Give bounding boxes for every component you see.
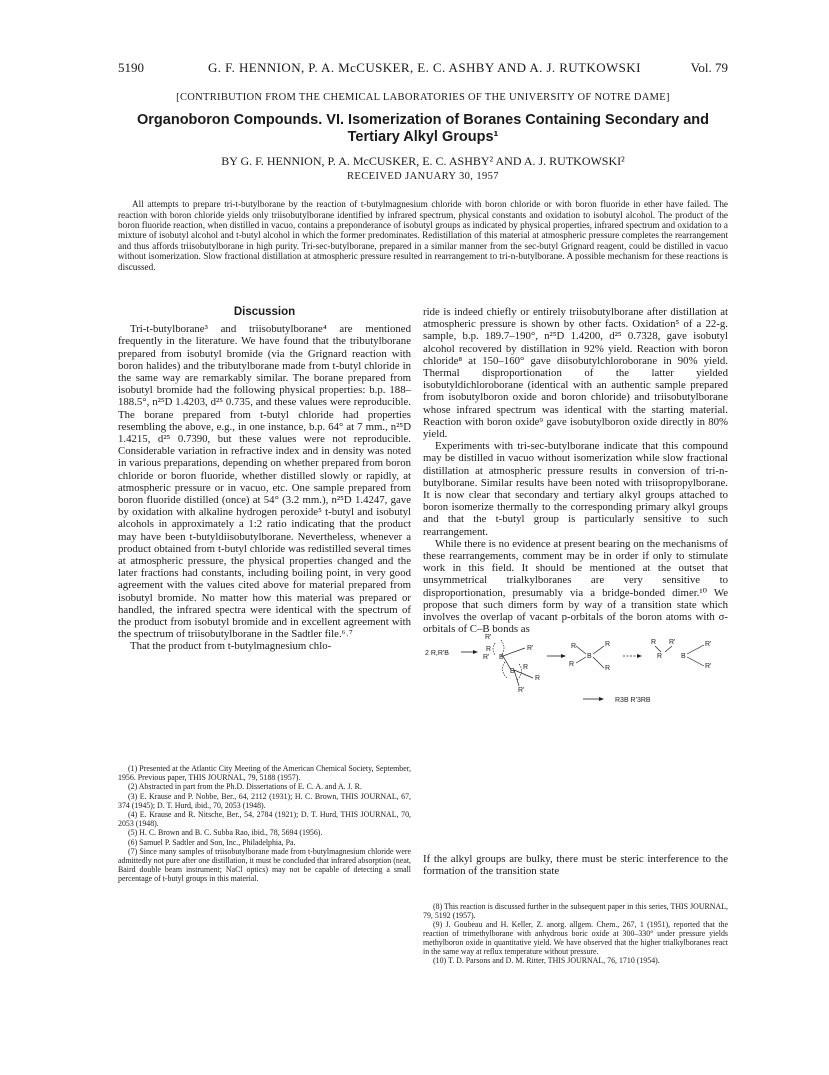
right-paragraph-4: If the alkyl groups are bulky, there must be steric interference to the formation of the transition state xyxy=(423,852,728,877)
right-paragraph-1: ride is indeed chiefly or entirely triisobutylborane after distillation at atmospheric pressure is shown by other facts. Oxidation⁵ of a 22-g. sample, b.p. 189.7–190°, n²⁵D 1.4200, d²⁵ 0.7328, gave isobutyl alcohol recovered by distillation in 92% yield. Reaction with boron chloride⁸ at 150–160° gave diisobutylchloroborane in 90% yield. Thermal disproportionation of the latter yielded isobutyldichloroborane (identical with an authentic sample prepared from isobutylboron oxide and boron chloride) and triisobutylborane whose infrared spectrum was identical with the starting material. Reaction with boron oxide⁹ gave isobutylboron oxide directly in 80% yield. xyxy=(423,306,728,441)
arrowhead-icon xyxy=(599,697,604,701)
ts-label: B xyxy=(499,654,504,661)
product-label: R' xyxy=(669,639,676,646)
ts-label: B xyxy=(510,668,515,675)
footnote: (7) Since many samples of triisobutylborane made from t-butylmagnesium chloride were admittedly not pure after one distillation, it must be concluded that infrared absorption (neat, Baird double beam instrument; NaCl optics) may not be capable of detecting a small percentage of t-butyl groups in this material. xyxy=(118,847,411,883)
title-line-2: Tertiary Alkyl Groups¹ xyxy=(347,129,499,145)
ts-label: R xyxy=(486,646,492,653)
dimer-label: B xyxy=(587,653,592,660)
received-date: RECEIVED JANUARY 30, 1957 xyxy=(347,171,499,182)
right-column xyxy=(423,306,728,635)
dimer-label: R xyxy=(571,643,577,650)
footnote: (4) E. Krause and R. Nitsche, Ber., 54, 2784 (1921); D. T. Hurd, THIS JOURNAL, 70, 2053 (1948). xyxy=(118,810,411,828)
product-label: R xyxy=(651,639,657,646)
scheme-products: R3B R'3RB xyxy=(615,697,651,704)
dimer-label: R xyxy=(605,665,611,672)
ts-label: R' xyxy=(483,654,490,661)
abstract: All attempts to prepare tri-t-butylborane by the reaction of t-butylmagnesium chloride with boron chloride or with boron fluoride in ether have failed. The reaction with boron chloride yields only triisobutylborane identified by infrared spectrum, physical constants and oxidation to isobutyl alcohol. The product of the boron fluoride reaction, when distilled in vacuo, contains a preponderance of isobutyl groups as indicated by physical properties, infrared spectrum and oxidation to a mixture of isobutyl alcohol and t-butyl alcohol in which the former predominates. Redistillation of this material at atmospheric pressure completes the rearrangement and thus affords triisobutylborane in high purity. Tri-sec-butylborane, prepared in a similar manner from the sec-butyl Grignard reagent, could be distilled in vacuo without isomerization. Slow fractional distillation at atmospheric pressure resulted in rearrangement to tri-n-butylborane. A possible mechanism for these reactions is discussed. xyxy=(118,199,728,272)
right-paragraph-2: Experiments with tri-sec-butylborane indicate that this compound may be distilled in vacuo without isomerization while slow fractional distillation at atmospheric pressure results in conversion of tri-n-butylborane. Similar results have been noted with triisopropylborane. It is now clear that secondary and tertiary alkyl groups attached to boron isomerize thermally to the corresponding primary alkyl groups and that the t-butyl group is particularly sensitive to such rearrangement. xyxy=(423,440,728,538)
mechanism-scheme xyxy=(423,596,728,842)
footnotes-left xyxy=(118,765,411,884)
byline: BY G. F. HENNION, P. A. McCUSKER, E. C. ASHBY² AND A. J. RUTKOWSKI² xyxy=(221,154,625,168)
dimer-label: R xyxy=(605,641,611,648)
ts-label: R xyxy=(535,675,541,682)
product-label: R' xyxy=(705,641,712,648)
footnote: (6) Samuel P. Sadtler and Son, Inc., Philadelphia, Pa. xyxy=(128,837,296,847)
title-line-1: Organoboron Compounds. VI. Isomerization of Boranes Containing Secondary and xyxy=(137,112,709,128)
contribution-line: [CONTRIBUTION FROM THE CHEMICAL LABORATORIES OF THE UNIVERSITY OF NOTRE DAME] xyxy=(176,92,670,103)
product-label: R' xyxy=(705,663,712,670)
ts-label: R' xyxy=(485,634,492,641)
footnote: (3) E. Krause and P. Nobbe, Ber., 64, 2112 (1931); H. C. Brown, THIS JOURNAL, 67, 374 (1945); D. T. Hurd, ibid., 70, 2053 (1948). xyxy=(118,791,411,810)
section-title: Discussion xyxy=(233,306,296,318)
right-paragraph-3: While there is no evidence at present bearing on the mechanisms of these rearrangements, comment may be in order if only to stimulate work in this field. It should be mentioned at the outset that unsymmetrical trialkylboranes are very sensitive to disproportionation, presumably via a bridge-bonded dimer.¹⁰ We propose that such dimers form by way of a transition state which involves the overlap of vacant p-orbitals of the boron atoms with σ-orbitals of C–B bonds as xyxy=(423,537,728,636)
ts-label: R' xyxy=(518,687,525,694)
left-paragraph-2: That the product from t-butylmagnesium chlo- xyxy=(130,640,332,653)
page-number: 5190 xyxy=(118,60,144,75)
footnote: (9) J. Goubeau and H. Keller, Z. anorg. allgem. Chem., 267, 1 (1951), reported that the reaction of trimethylborane with anhydrous boric oxide at 300–330° under pressure yields methylboron oxide in quantitative yield. We have observed that the higher trialkylboranes react in the same way at reflux temperature without pressure. xyxy=(423,920,728,957)
product-label: B xyxy=(681,653,686,660)
ts-label: R xyxy=(523,664,529,671)
footnote: (5) H. C. Brown and B. C. Subba Rao, ibid., 78, 5694 (1956). xyxy=(128,828,323,838)
volume-label: Vol. 79 xyxy=(690,60,728,75)
ts-label: R' xyxy=(527,645,534,652)
scheme-reactant: 2 R,R'B xyxy=(425,650,449,657)
arrowhead-icon xyxy=(473,650,478,654)
left-column xyxy=(118,306,411,653)
footnotes-right xyxy=(423,903,728,967)
arrowhead-icon xyxy=(637,654,642,658)
footnote: (1) Presented at the Atlantic City Meeting of the American Chemical Society, September, 1956. Previous paper, THIS JOURNAL, 79, 5188 (1957). xyxy=(118,764,411,782)
article-title xyxy=(118,112,728,146)
footnote: (8) This reaction is discussed further in the subsequent paper in this series, THIS JOURNAL, 79, 5192 (1957). xyxy=(423,902,728,920)
footnote: (2) Abstracted in part from the Ph.D. Dissertations of E. C. A. and A. J. R. xyxy=(128,782,362,792)
left-paragraph-1: Tri-t-butylborane³ and triisobutylborane⁴ are mentioned frequently in the literature. We have found that the tributylborane prepared from isobutyl bromide (via the Grignard reaction with boron halides) and the tributylborane made from t-butyl chloride in the same way are remarkably similar. The borane prepared from isobutyl bromide had the following physical properties: b.p. 188–188.5°, n²⁵D 1.4203, d²⁵ 0.735, and these values were reproducible. The borane prepared from t-butyl chloride had properties resembling the above, e.g., in one instance, b.p. 64° at 7 mm., n²⁵D 1.4215, d²⁵ 0.7390, but these values were not reproducible. Considerable variation in refractive index and in density was noted in various preparations, depending on whether prepared from boron chloride or boron fluoride, whether distilled slowly or rapidly, at atmospheric pressure or in vacuo, etc. One sample prepared from boron fluoride distilled (once) at 54° (3.2 mm.), n²⁵D 1.4247, gave by oxidation with alkaline hydrogen peroxide⁵ t-butyl and isobutyl alcohols in approximately a 1:2 ratio indicating that the product may have been t-butyldiisobutylborane. Nevertheless, whenever a product obtained from t-butyl chloride was redistilled several times at atmospheric pressure, the physical properties changed and the later fractions had constants, including boiling point, in very good agreement with the values cited above for material prepared from isobutyl bromide. No matter how this material was prepared or handled, the infrared spectra were identical with the spectrum of the product from isobutyl bromide and in excellent agreement with the spectrum of triisobutylborane in the Sadtler file.⁶˒⁷ xyxy=(118,323,411,641)
product-label: R xyxy=(657,653,663,660)
header-authors: G. F. HENNION, P. A. McCUSKER, E. C. ASHBY AND A. J. RUTKOWSKI xyxy=(208,60,641,75)
footnote: (10) T. D. Parsons and D. M. Ritter, THIS JOURNAL, 76, 1710 (1954). xyxy=(433,956,660,966)
running-header xyxy=(118,60,728,80)
dimer-label: R xyxy=(569,661,575,668)
arrowhead-icon xyxy=(561,654,566,658)
